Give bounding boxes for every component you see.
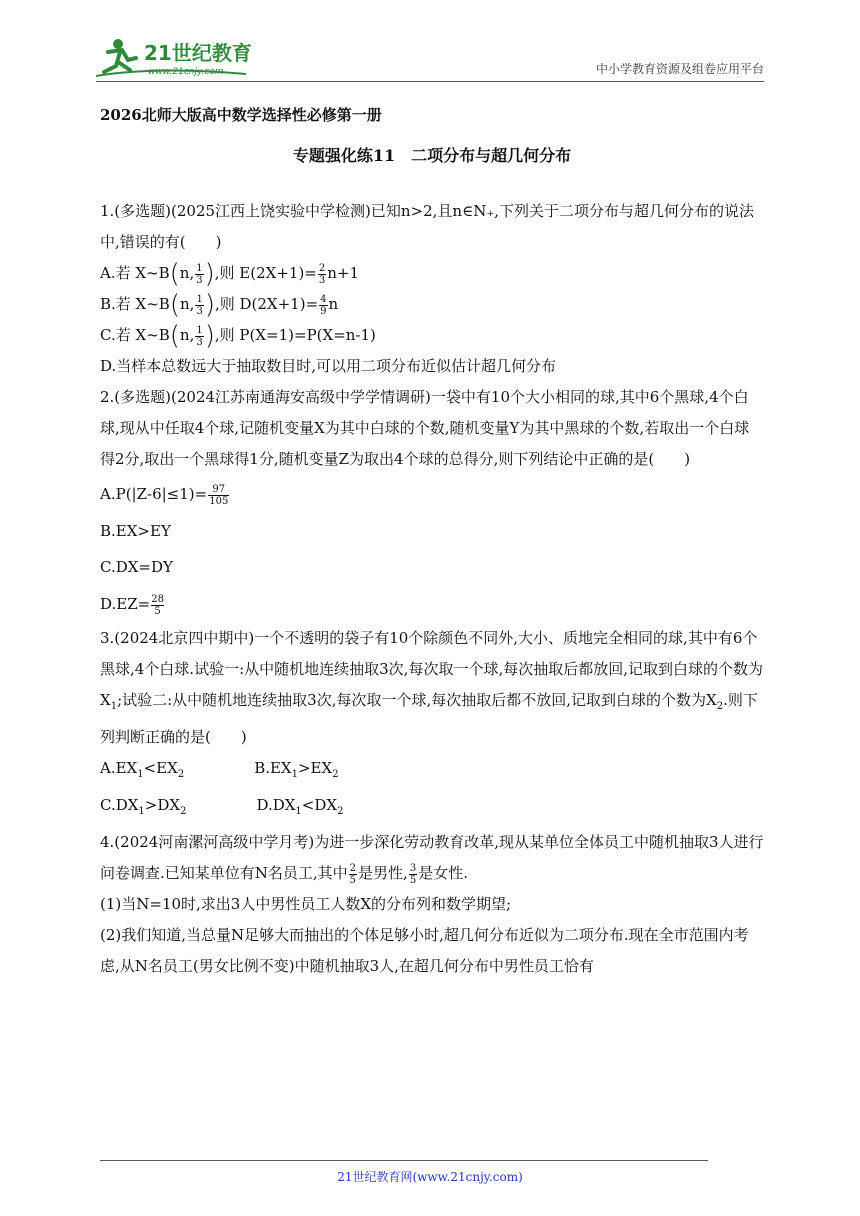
q1-c-prefix: C.若 X~B xyxy=(100,326,170,344)
fraction: $\frac{97}{105}$ xyxy=(209,483,229,507)
21cnjy-logo-icon xyxy=(96,36,296,80)
q1-option-d: D.当样本总数远大于抽取数目时,可以用二项分布近似估计超几何分布 xyxy=(100,357,557,375)
q2-option-c: C.DX=DY xyxy=(100,558,173,576)
section-title: 专题强化练11 二项分布与超几何分布 xyxy=(292,146,572,165)
right-paren: ) xyxy=(204,290,215,320)
q1-a-tail: n+1 xyxy=(327,264,360,282)
page-header xyxy=(96,36,764,84)
q1-option-a xyxy=(100,258,764,289)
q3-stem: 3.(2024北京四中期中)一个不透明的袋子有10个除颜色不同外,大小、质地完全相同的球,其中有6个黑球,4个白球.试验一:从中随机地连续抽取3次,每次取一个球,每次抽取后都放回,记取到白球的个数为$X_1$;试验二:从中随机地连续抽取3次,每次取一个球,每次抽取后都不放回,记取到白球的个数为$X_2$.则下列判断正确的是( ) xyxy=(100,629,763,746)
document-body xyxy=(100,104,764,982)
q2-stem: 2.(多选题)(2024江苏南通海安高级中学学情调研)一袋中有10个大小相同的球,其中6个黑球,4个白球,现从中任取4个球,记随机变量X为其中白球的个数,随机变量Y为其中黑球的个数,若取出一个白球得2分,取出一个黑球得1分,随机变量Z为取出4个球的总得分,则下列结论中正确的是( ) xyxy=(100,388,750,468)
book-title: 2026北师大版高中数学选择性必修第一册 xyxy=(100,106,382,124)
q3-option-d: $D.DX_1<DX_2$ xyxy=(256,796,344,817)
q2-option-b: B.EX>EY xyxy=(100,522,171,540)
q4-stem: 4.(2024河南漯河高级中学月考)为进一步深化劳动教育改革,现从某单位全体员工中随机抽取3人进行问卷调查.已知某单位有N名员工,其中 $\frac{2}{5}$ 是男性, $\frac{3}{5}$ 是女性. xyxy=(100,833,764,886)
fraction: $\frac{4}{9}$ xyxy=(320,293,327,317)
right-paren: ) xyxy=(204,259,215,289)
fraction: $\frac{3}{5}$ xyxy=(409,862,417,886)
footer-link[interactable]: 21世纪教育网(www.21cnjy.com) xyxy=(337,1170,523,1184)
q1-option-b xyxy=(100,289,764,320)
q1-a-post: ,则 E(2X+1)= xyxy=(214,264,317,282)
q3-option-c: $C.DX_1>DX_2$ xyxy=(100,796,187,817)
q1-c-post: ,则 P(X=1)=P(X=n-1) xyxy=(214,326,376,344)
q3-option-a: $A.EX_1<EX_2$ xyxy=(100,759,185,780)
footer-divider xyxy=(100,1160,708,1161)
q1-a-prefix: A.若 X~B xyxy=(100,264,170,282)
q2-option-d xyxy=(100,585,764,623)
q4-part-1: (1)当N=10时,求出3人中男性员工人数X的分布列和数学期望; xyxy=(100,895,512,913)
q2-a-prefix: A.P(|Z-6|≤1)= xyxy=(100,485,208,503)
header-divider xyxy=(96,81,764,82)
q1-b-inner-n: n, xyxy=(180,295,195,313)
q3-options-row-1 xyxy=(100,753,764,790)
fraction: $\frac{2}{5}$ xyxy=(349,862,357,886)
q1-c-inner-n: n, xyxy=(179,326,195,344)
header-platform-text: 中小学教育资源及组卷应用平台 xyxy=(595,62,764,76)
q1-option-c xyxy=(100,320,764,351)
q2-d-prefix: D.EZ= xyxy=(100,595,151,613)
q1-b-prefix: B.若 X~B xyxy=(100,295,170,313)
logo-text: 21世纪教育 xyxy=(144,41,252,65)
q1-b-post: ,则 D(2X+1)= xyxy=(214,295,319,313)
fraction: $\frac{28}{5}$ xyxy=(151,593,164,617)
fraction: $\frac{2}{3}$ xyxy=(318,262,326,286)
q2-option-a xyxy=(100,475,764,513)
fraction: $\frac{1}{3}$ xyxy=(196,262,203,286)
q1-b-tail: n xyxy=(328,295,339,313)
right-paren: ) xyxy=(204,321,215,351)
logo-url: www.21cnjy.com xyxy=(148,67,224,77)
q1-a-inner-n: n, xyxy=(179,264,195,282)
q3-options-row-2 xyxy=(100,790,764,827)
fraction: $\frac{1}{3}$ xyxy=(196,293,203,317)
fraction: $\frac{1}{3}$ xyxy=(196,324,203,348)
left-paren: ( xyxy=(169,321,180,351)
left-paren: ( xyxy=(169,290,180,320)
q3-option-b: $B.EX_1>EX_2$ xyxy=(254,759,339,780)
q4-part-2: (2)我们知道,当总量N足够大而抽出的个体足够小时,超几何分布近似为二项分布.现在全市范围内考虑,从N名员工(男女比例不变)中随机抽取3人,在超几何分布中男性员工恰有 xyxy=(100,926,749,975)
left-paren: ( xyxy=(169,259,180,289)
q1-stem: 1.(多选题)(2025江西上饶实验中学检测)已知n>2,且n∈N₊,下列关于二项分布与超几何分布的说法中,错误的有( ) xyxy=(100,202,755,251)
